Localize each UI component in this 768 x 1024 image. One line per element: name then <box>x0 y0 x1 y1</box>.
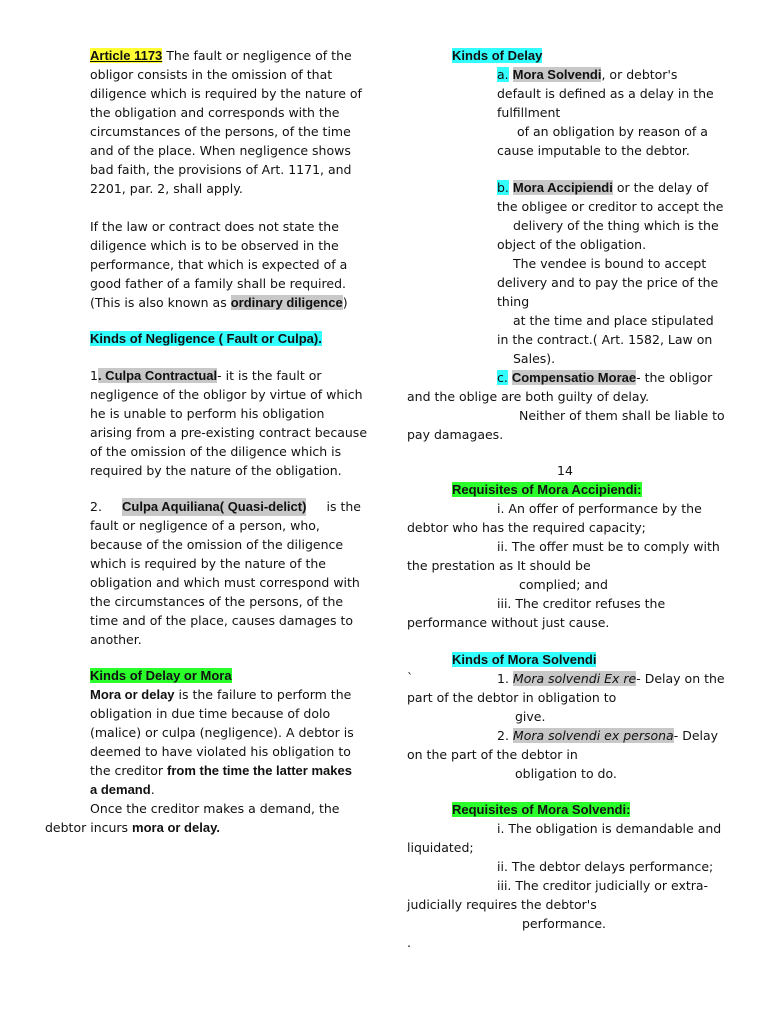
culpa-aquiliana-line: time and of the place, causes damages to <box>90 613 354 628</box>
sol-item-line: iii. The creditor judicially or extra- <box>497 878 709 893</box>
sol-item-line: ii. The debtor delays performance; <box>497 859 714 874</box>
article-1173-first-line: Article 1173 The fault or negligence of the <box>90 48 352 63</box>
compensatio-line: and the oblige are both guilty of delay. <box>407 389 650 404</box>
mora-accipiendi-line: the obligee or creditor to accept the <box>497 199 724 214</box>
mora-solvendi-ex-persona-term: Mora solvendi ex persona <box>512 728 674 743</box>
once-line: Once the creditor makes a demand, the <box>90 801 340 816</box>
sol-item-line: i. The obligation is demandable and <box>497 821 722 836</box>
culpa-contractual-first-line: 1. Culpa Contractual- it is the fault or <box>90 368 322 383</box>
mora-accipiendi-line: object of the obligation. <box>497 237 647 252</box>
acc-item-line: ii. The offer must be to comply with <box>497 539 720 554</box>
article-line: bad faith, the provisions of Art. 1171, and <box>90 162 352 177</box>
req-accipiendi-heading: Requisites of Mora Accipiendi: <box>452 482 642 497</box>
mora-accipiendi-line: thing <box>497 294 530 309</box>
mora-accipiendi-line: at the time and place stipulated <box>513 313 714 328</box>
mora-line: (malice) or culpa (negligence). A debtor is <box>90 725 354 740</box>
diligence-line: diligence which is to be observed in the <box>90 238 339 253</box>
article-line: the obligation and corresponds with the <box>90 105 340 120</box>
culpa-aquiliana-term: Culpa Aquiliana( Quasi-delict) <box>122 499 307 514</box>
mora-or-delay-term: Mora or delay <box>90 687 175 702</box>
mora-solvendi-line: default is defined as a delay in the <box>497 86 714 101</box>
mora-accipiendi-line: delivery and to pay the price of the <box>497 275 719 290</box>
compensatio-line: pay damagaes. <box>407 427 504 442</box>
mora-solvendi-line: of an obligation by reason of a <box>517 124 708 139</box>
culpa-aquiliana-line: another. <box>90 632 142 647</box>
culpa-aquiliana-line: the circumstances of the persons, of the <box>90 594 344 609</box>
req-solvendi-heading: Requisites of Mora Solvendi: <box>452 802 631 817</box>
diligence-line: performance, that which is expected of a <box>90 257 348 272</box>
mora-line: obligation in due time because of dolo <box>90 706 331 721</box>
acc-item-line: debtor who has the required capacity; <box>407 520 646 535</box>
culpa-aquiliana-line: obligation and which must correspond with <box>90 575 360 590</box>
mora-solvendi-line: fulfillment <box>497 105 561 120</box>
compensatio-line: Neither of them shall be liable to <box>519 408 725 423</box>
end-dot: . <box>407 935 411 950</box>
culpa-aquiliana-line: which is required by the nature of the <box>90 556 326 571</box>
acc-item-line: i. An offer of performance by the <box>497 501 702 516</box>
acc-item-line: the prestation as It should be <box>407 558 591 573</box>
culpa-contractual-line: of the omission of the diligence which is <box>90 444 342 459</box>
article-line: circumstances of the persons, of the time <box>90 124 351 139</box>
negligence-heading: Kinds of Negligence ( Fault or Culpa). <box>90 331 322 346</box>
sol-item-line: judicially requires the debtor's <box>407 897 597 912</box>
solvendi-ex-re-first-line: 1. Mora solvendi Ex re- Delay on the <box>497 671 725 686</box>
solvendi-ex-re-line: part of the debtor in obligation to <box>407 690 617 705</box>
compensatio-morae-term: Compensatio Morae <box>511 370 637 385</box>
mora-creditor-line: the creditor from the time the latter makes <box>90 763 352 778</box>
mora-solvendi-first-line: a. Mora Solvendi, or debtor's <box>497 67 678 82</box>
incurs-line: debtor incurs mora or delay. <box>45 820 220 835</box>
culpa-aquiliana-line: because of the omission of the diligence <box>90 537 344 552</box>
mora-accipiendi-line: delivery of the thing which is the <box>513 218 719 233</box>
delay-heading: Kinds of Delay or Mora <box>90 668 232 683</box>
mora-solvendi-line: cause imputable to the debtor. <box>497 143 690 158</box>
compensatio-first-line: c. Compensatio Morae- the obligor <box>497 370 713 385</box>
article-line: diligence which is required by the nature of <box>90 86 362 101</box>
acc-item-line: performance without just cause. <box>407 615 610 630</box>
sol-item-line: liquidated; <box>407 840 474 855</box>
solvendi-ex-persona-first-line: 2. Mora solvendi ex persona- Delay <box>497 728 719 743</box>
mora-accipiendi-line: The vendee is bound to accept <box>513 256 707 271</box>
ordinary-diligence-term: ordinary diligence <box>230 295 343 310</box>
mora-demand-line: a demand. <box>90 782 155 797</box>
mora-solvendi-term: Mora Solvendi <box>512 67 602 82</box>
mora-accipiendi-first-line: b. Mora Accipiendi or the delay of <box>497 180 709 195</box>
solvendi-ex-persona-line: obligation to do. <box>515 766 617 781</box>
sol-item-line: performance. <box>522 916 607 931</box>
mora-first-line: Mora or delay is the failure to perform the <box>90 687 352 702</box>
solvendi-ex-persona-line: on the part of the debtor in <box>407 747 578 762</box>
diligence-last-line: (This is also known as ordinary diligence) <box>90 295 348 310</box>
page-number: 14 <box>557 463 573 478</box>
article-label: Article 1173 <box>90 48 163 63</box>
article-line: 2201, par. 2, shall apply. <box>90 181 243 196</box>
solvendi-ex-re-line: give. <box>515 709 546 724</box>
mora-accipiendi-term: Mora Accipiendi <box>512 180 613 195</box>
acc-item-line: iii. The creditor refuses the <box>497 596 666 611</box>
culpa-contractual-line: arising from a pre-existing contract because <box>90 425 368 440</box>
mora-accipiendi-line: in the contract.( Art. 1582, Law on <box>497 332 713 347</box>
culpa-contractual-line: he is unable to perform his obligation <box>90 406 325 421</box>
mora-line: deemed to have violated his obligation to <box>90 744 351 759</box>
kinds-delay-heading: Kinds of Delay <box>452 48 543 63</box>
backtick-mark: ` <box>407 670 414 685</box>
culpa-contractual-line: negligence of the obligor by virtue of which <box>90 387 363 402</box>
kinds-solvendi-heading: Kinds of Mora Solvendi <box>452 652 597 667</box>
diligence-line: If the law or contract does not state the <box>90 219 339 234</box>
mora-accipiendi-line: Sales). <box>513 351 556 366</box>
culpa-contractual-line: required by the nature of the obligation. <box>90 463 342 478</box>
culpa-aquiliana-line: fault or negligence of a person, who, <box>90 518 320 533</box>
culpa-contractual-term: . Culpa Contractual <box>97 368 218 383</box>
article-line: obligor consists in the omission of that <box>90 67 333 82</box>
mora-solvendi-ex-re-term: Mora solvendi Ex re <box>512 671 637 686</box>
article-line: and of the place. When negligence shows <box>90 143 351 158</box>
diligence-line: good father of a family shall be required. <box>90 276 346 291</box>
acc-item-line: complied; and <box>519 577 608 592</box>
culpa-aquiliana-first-line: 2. Culpa Aquiliana( Quasi-delict) is the <box>90 499 361 514</box>
